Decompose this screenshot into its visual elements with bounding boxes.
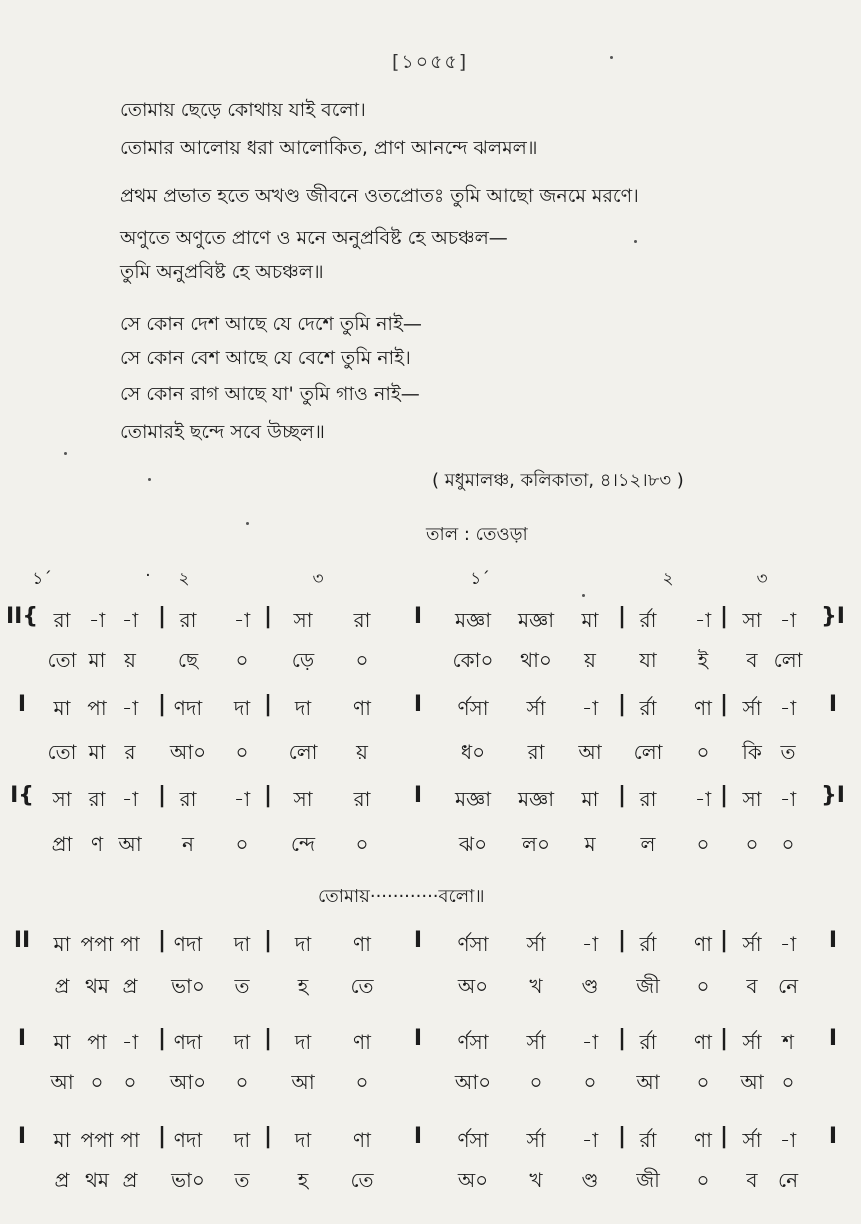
lyric-syllable: তো xyxy=(47,648,77,672)
beat-marker: ২ xyxy=(662,569,674,589)
swara-note: ণা xyxy=(353,1030,371,1054)
lyric-syllable: ভা০ xyxy=(171,974,205,998)
swara-note: ণা xyxy=(353,932,371,956)
swara-note: মা xyxy=(53,1128,71,1152)
lyric-line: তোমায় ছেড়ে কোথায় যাই বলো। xyxy=(120,99,366,121)
swara-note: র্রা xyxy=(639,608,657,632)
lyric-line: তুমি অনুপ্রবিষ্ট হে অচঞ্চল॥ xyxy=(120,261,324,283)
swara-note: -া xyxy=(779,1128,797,1152)
swara-note: র্সা xyxy=(742,696,762,720)
swara-note: -া xyxy=(779,787,797,811)
lyric-syllable: মা xyxy=(88,648,106,672)
lyric-syllable: যা xyxy=(639,648,657,672)
lyric-syllable: ধ০ xyxy=(460,740,486,764)
swara-note: মজ্ঞা xyxy=(454,787,492,811)
bar-line: | xyxy=(263,1026,273,1051)
lyric-syllable: লো xyxy=(288,740,318,764)
swara-note: র্সা xyxy=(526,932,546,956)
swara-note: রা xyxy=(88,787,106,811)
swara-note: পপা xyxy=(80,932,114,956)
swara-note: মা xyxy=(53,696,71,720)
lyric-syllable: প্র xyxy=(54,974,70,998)
swara-note: র্ণসা xyxy=(457,1128,489,1152)
tal-heading: তাল : তেওড়া xyxy=(426,524,528,545)
swara-note: সা xyxy=(293,787,313,811)
beat-marker: ১´ xyxy=(32,569,52,589)
lyric-syllable: আ xyxy=(118,832,142,856)
beat-marker: · xyxy=(145,566,151,586)
lyric-syllable: ল০ xyxy=(522,832,550,856)
lyric-syllable: য় xyxy=(356,740,368,764)
swara-note: সা xyxy=(293,608,313,632)
lyric-syllable: লো xyxy=(773,648,803,672)
lyric-line: অণুতে অণুতে প্রাণে ও মনে অনুপ্রবিষ্ট হে অচঞ্চল— xyxy=(120,227,508,249)
swara-note: -া xyxy=(233,608,251,632)
bar-line: I xyxy=(828,1124,838,1149)
swara-note: রা xyxy=(179,787,197,811)
lyric-syllable: ০ xyxy=(696,1168,710,1192)
lyric-syllable: জী xyxy=(636,974,660,998)
lyric-syllable: হ xyxy=(297,1168,309,1192)
swara-note: -া xyxy=(121,608,139,632)
swara-note: ণদা xyxy=(173,932,203,956)
bar-line: I xyxy=(413,928,423,953)
beat-marker: ২ xyxy=(178,569,190,589)
swara-note: রা xyxy=(353,787,371,811)
bar-line: | xyxy=(157,604,167,629)
swara-note: মা xyxy=(581,787,599,811)
bar-line: II xyxy=(13,928,31,953)
lyric-syllable: তে xyxy=(350,974,374,998)
swara-note: -া xyxy=(694,608,712,632)
lyric-syllable: ণ্ড xyxy=(581,974,599,998)
bar-line: I xyxy=(828,928,838,953)
swara-note: মজ্ঞা xyxy=(517,787,555,811)
bar-line: I xyxy=(828,692,838,717)
swara-note: পা xyxy=(120,932,140,956)
lyric-syllable: ০ xyxy=(529,1070,543,1094)
bar-line: | xyxy=(719,604,729,629)
page-number: [১০৫৫] xyxy=(392,51,469,73)
swara-note: ণদা xyxy=(173,1128,203,1152)
lyric-syllable: ন্দে xyxy=(290,832,316,856)
swara-note: পপা xyxy=(80,1128,114,1152)
lyric-syllable: নে xyxy=(777,1168,799,1192)
bar-line: | xyxy=(719,783,729,808)
lyric-syllable: ছে xyxy=(177,648,199,672)
lyric-syllable: কো০ xyxy=(452,648,494,672)
swara-note: র্সা xyxy=(742,1128,762,1152)
lyric-syllable: প্র xyxy=(54,1168,70,1192)
lyric-syllable: থা০ xyxy=(520,648,552,672)
bar-line: | xyxy=(617,1026,627,1051)
lyric-syllable: ভা০ xyxy=(171,1168,205,1192)
swara-note: দা xyxy=(294,1128,312,1152)
bar-line: I{ xyxy=(10,783,34,808)
swara-note: -া xyxy=(121,787,139,811)
swara-note: ণদা xyxy=(173,1030,203,1054)
beat-marker: ৩ xyxy=(312,569,324,589)
lyric-syllable: নে xyxy=(777,974,799,998)
lyric-syllable: ০ xyxy=(583,1070,597,1094)
lyric-syllable: ০ xyxy=(235,1070,249,1094)
lyric-syllable: ই xyxy=(697,648,709,672)
bar-line: | xyxy=(157,783,167,808)
swara-note: পা xyxy=(87,1030,107,1054)
lyric-line: সে কোন দেশ আছে যে দেশে তুমি নাই— xyxy=(120,313,422,335)
swara-note: র্রা xyxy=(639,1030,657,1054)
lyric-syllable: ০ xyxy=(696,1070,710,1094)
lyric-syllable: ব xyxy=(746,974,758,998)
lyric-syllable: আ xyxy=(50,1070,74,1094)
lyric-syllable: ০ xyxy=(355,1070,369,1094)
lyric-syllable: ০ xyxy=(696,740,710,764)
lyric-syllable: ব xyxy=(746,1168,758,1192)
lyric-syllable: জী xyxy=(636,1168,660,1192)
lyric-syllable: আ০ xyxy=(169,1070,207,1094)
bar-line: | xyxy=(263,783,273,808)
bar-line: | xyxy=(263,692,273,717)
lyric-line: তোমারই ছন্দে সবে উচ্ছল॥ xyxy=(120,421,325,443)
bar-line: I xyxy=(413,1124,423,1149)
swara-note: র্ণসা xyxy=(457,932,489,956)
lyric-syllable: ০ xyxy=(696,974,710,998)
lyric-syllable: মা xyxy=(88,740,106,764)
lyric-syllable: ত xyxy=(234,974,250,998)
swara-note: র্রা xyxy=(639,696,657,720)
beat-marker: ৩ xyxy=(756,569,768,589)
swara-note: রা xyxy=(53,608,71,632)
bar-line: | xyxy=(719,1124,729,1149)
bar-line: | xyxy=(617,604,627,629)
lyric-syllable: আ xyxy=(636,1070,660,1094)
swara-note: -া xyxy=(581,696,599,720)
swara-note: দা xyxy=(294,932,312,956)
lyric-syllable: খ xyxy=(529,1168,543,1192)
beat-marker: ১´ xyxy=(470,569,490,589)
swara-note: দা xyxy=(294,696,312,720)
lyric-syllable: ০ xyxy=(235,832,249,856)
lyric-syllable: আ xyxy=(291,1070,315,1094)
lyric-syllable: ০ xyxy=(745,832,759,856)
swara-note: -া xyxy=(694,787,712,811)
swara-note: র্সা xyxy=(526,1030,546,1054)
bar-line: II{ xyxy=(5,604,39,629)
lyric-syllable: অ০ xyxy=(457,1168,489,1192)
swara-note: র্সা xyxy=(742,932,762,956)
swara-note: দা xyxy=(233,1128,251,1152)
lyric-syllable: তে xyxy=(350,1168,374,1192)
bar-line: | xyxy=(617,1124,627,1149)
bar-line: | xyxy=(719,928,729,953)
lyric-syllable: য় xyxy=(124,648,136,672)
bar-line: | xyxy=(157,692,167,717)
lyric-syllable: ত xyxy=(780,740,796,764)
lyric-syllable: কি xyxy=(742,740,762,764)
swara-note: ণদা xyxy=(173,696,203,720)
composition-credit: ( মধুমালঞ্চ, কলিকাতা, ৪।১২।৮৩ ) xyxy=(432,470,684,491)
swara-note: র্রা xyxy=(639,932,657,956)
lyric-syllable: ০ xyxy=(781,832,795,856)
lyric-syllable: আ০ xyxy=(169,740,207,764)
bar-line: | xyxy=(157,928,167,953)
swara-note: র্সা xyxy=(526,1128,546,1152)
swara-note: মজ্ঞা xyxy=(517,608,555,632)
swara-note: ণা xyxy=(353,1128,371,1152)
lyric-syllable: ০ xyxy=(696,832,710,856)
swara-note: ণা xyxy=(694,1128,712,1152)
swara-note: র্সা xyxy=(742,1030,762,1054)
swara-note: দা xyxy=(233,1030,251,1054)
lyric-line: সে কোন বেশ আছে যে বেশে তুমি নাই। xyxy=(120,347,411,369)
bar-line: I xyxy=(17,692,27,717)
lyric-syllable: ০ xyxy=(90,1070,104,1094)
lyric-syllable: রা xyxy=(527,740,545,764)
lyric-syllable: প্রা xyxy=(51,832,73,856)
bar-line: | xyxy=(719,692,729,717)
swara-note: শ xyxy=(782,1030,794,1054)
swara-note: র্রা xyxy=(639,1128,657,1152)
bar-line: I xyxy=(413,604,423,629)
lyric-syllable: ০ xyxy=(123,1070,137,1094)
swara-note: সা xyxy=(742,787,762,811)
swara-note: দা xyxy=(233,696,251,720)
swara-note: সা xyxy=(52,787,72,811)
lyric-syllable: প্র xyxy=(122,1168,138,1192)
lyric-syllable: ঝ০ xyxy=(458,832,488,856)
lyric-syllable: ড়ে xyxy=(291,648,315,672)
swara-note: সা xyxy=(742,608,762,632)
bar-line: | xyxy=(157,1026,167,1051)
swara-note: পা xyxy=(120,1128,140,1152)
bar-line: }I xyxy=(821,783,845,808)
swara-note: -া xyxy=(121,1030,139,1054)
lyric-syllable: ০ xyxy=(235,740,249,764)
lyric-syllable: অ০ xyxy=(457,974,489,998)
lyric-syllable: ব xyxy=(746,648,758,672)
bar-line: | xyxy=(617,928,627,953)
swara-note: -া xyxy=(121,696,139,720)
swara-note: -া xyxy=(233,787,251,811)
lyric-syllable: ন xyxy=(182,832,194,856)
swara-note: মা xyxy=(53,1030,71,1054)
swara-note: -া xyxy=(779,696,797,720)
lyric-syllable: থম xyxy=(84,1168,110,1192)
swara-note: দা xyxy=(294,1030,312,1054)
lyric-syllable: ম xyxy=(584,832,596,856)
swara-note: ণা xyxy=(353,696,371,720)
swara-note: -া xyxy=(779,608,797,632)
lyric-syllable: আ xyxy=(740,1070,764,1094)
lyric-syllable: ০ xyxy=(235,648,249,672)
lyric-syllable: খ xyxy=(529,974,543,998)
bar-line: }I xyxy=(821,604,845,629)
lyric-syllable: ০ xyxy=(355,648,369,672)
lyric-syllable: আ০ xyxy=(454,1070,492,1094)
swara-note: রা xyxy=(353,608,371,632)
lyric-line: তোমার আলোয় ধরা আলোকিত, প্রাণ আনন্দে ঝলমল॥ xyxy=(120,137,538,159)
bar-line: | xyxy=(263,928,273,953)
lyric-syllable: ণ্ড xyxy=(581,1168,599,1192)
swara-note: র্ণসা xyxy=(457,1030,489,1054)
swara-note: -া xyxy=(581,1030,599,1054)
bar-line: I xyxy=(17,1124,27,1149)
swara-note: দা xyxy=(233,932,251,956)
swara-note: -া xyxy=(779,932,797,956)
bar-line: I xyxy=(17,1026,27,1051)
bar-line: | xyxy=(617,783,627,808)
refrain-line: তোমায়············বলো॥ xyxy=(318,886,485,907)
swara-note: -া xyxy=(581,1128,599,1152)
bar-line: | xyxy=(263,604,273,629)
lyric-syllable: তো xyxy=(47,740,77,764)
swara-note: রা xyxy=(639,787,657,811)
swara-note: পা xyxy=(87,696,107,720)
lyric-line: প্রথম প্রভাত হতে অখণ্ড জীবনে ওতপ্রোতঃ তুমি আছো জনমে মরণে। xyxy=(120,185,639,207)
swara-note: রা xyxy=(179,608,197,632)
lyric-line: সে কোন রাগ আছে যা' তুমি গাও নাই— xyxy=(120,383,420,405)
lyric-syllable: থম xyxy=(84,974,110,998)
swara-note: ণা xyxy=(694,932,712,956)
bar-line: I xyxy=(828,1026,838,1051)
bar-line: I xyxy=(413,783,423,808)
lyric-syllable: ০ xyxy=(781,1070,795,1094)
bar-line: | xyxy=(617,692,627,717)
lyric-syllable: র xyxy=(124,740,136,764)
swara-note: ণা xyxy=(694,1030,712,1054)
swara-note: মা xyxy=(581,608,599,632)
bar-line: | xyxy=(263,1124,273,1149)
bar-line: I xyxy=(413,1026,423,1051)
swara-note: মজ্ঞা xyxy=(454,608,492,632)
lyric-syllable: আ xyxy=(578,740,602,764)
lyric-syllable: লো xyxy=(633,740,663,764)
lyric-syllable: প্র xyxy=(122,974,138,998)
lyric-syllable: হ xyxy=(297,974,309,998)
bar-line: | xyxy=(719,1026,729,1051)
lyric-syllable: ণ xyxy=(90,832,104,856)
bar-line: | xyxy=(157,1124,167,1149)
lyric-syllable: ত xyxy=(234,1168,250,1192)
swara-note: র্সা xyxy=(526,696,546,720)
swara-note: ণা xyxy=(694,696,712,720)
lyric-syllable: য় xyxy=(584,648,596,672)
swara-note: -া xyxy=(581,932,599,956)
bar-line: I xyxy=(413,692,423,717)
swara-note: মা xyxy=(53,932,71,956)
lyric-syllable: ল xyxy=(640,832,656,856)
lyric-syllable: ০ xyxy=(355,832,369,856)
swara-note: -া xyxy=(88,608,106,632)
swara-note: র্ণসা xyxy=(457,696,489,720)
